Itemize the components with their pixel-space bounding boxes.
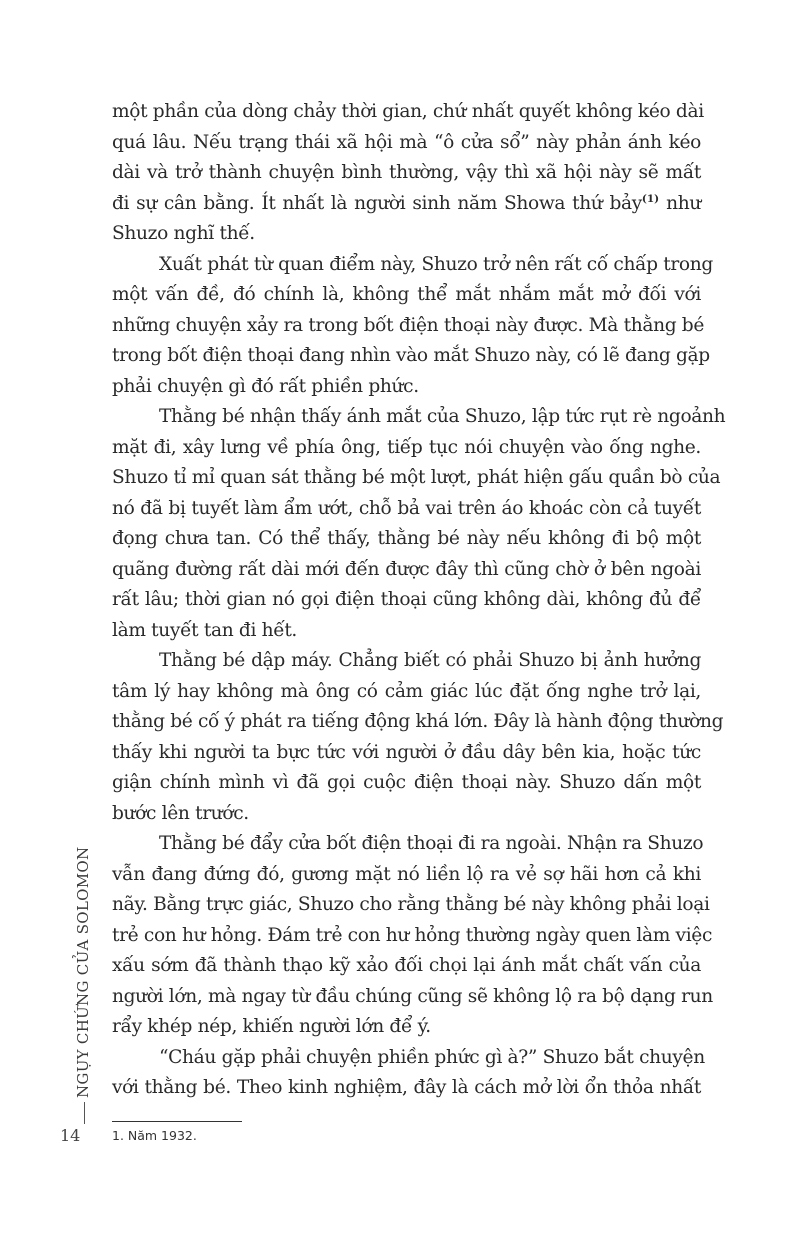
text-line: Thằng bé dập máy. Chẳng biết có phải Shuzo bị ảnh hưởng [159,650,701,671]
page-number: 14 [60,1126,81,1145]
text-line: nãy. Bằng trực giác, Shuzo cho rằng thằng bé này không phải loại [112,894,710,915]
text-line: rẩy khép nép, khiến người lớn để ý. [112,1016,431,1037]
text-line: Xuất phát từ quan điểm này, Shuzo trở nên rất cố chấp trong [159,253,713,275]
paragraph [112,97,704,250]
text-line: Thằng bé đẩy cửa bốt điện thoại đi ra ngoài. Nhận ra Shuzo [159,833,704,854]
text-line: Shuzo nghĩ thế. [112,223,255,244]
text-line: vẫn đang đứng đó, gương mặt nó liền lộ ra vẻ sợ hãi hơn cả khi [112,863,701,885]
paragraph [112,829,713,1043]
text-line: phải chuyện gì đó rất phiền phức. [112,375,419,397]
paragraph [112,250,713,403]
text-line: trẻ con hư hỏng. Đám trẻ con hư hỏng thường ngày quen làm việc [112,924,713,946]
text-line: quãng đường rất dài mới đến được đây thì cũng chờ ở bên ngoài [112,558,701,580]
text-line: thằng bé cố ý phát ra tiếng động khá lớn. Đây là hành động thường [112,711,724,732]
text-line [112,189,701,220]
text-segment: như [659,192,702,214]
footnote: 1. Năm 1932. [112,1128,197,1143]
text-line: mặt đi, xây lưng về phía ông, tiếp tục nói chuyện vào ống nghe. [112,436,701,458]
body-text [112,97,726,1104]
text-line: quá lâu. Nếu trạng thái xã hội mà “ô cửa sổ” này phản ánh kéo [112,131,701,153]
text-line: tâm lý hay không mà ông có cảm giác lúc đặt ống nghe trở lại, [112,680,701,702]
text-line: Shuzo tỉ mỉ quan sát thằng bé một lượt, phát hiện gấu quần bò của [112,467,721,488]
footnote-ref: (1) [641,192,660,205]
paragraph [112,1043,705,1104]
text-line: rất lâu; thời gian nó gọi điện thoại cũng không dài, không đủ để [112,589,701,610]
text-line: làm tuyết tan đi hết. [112,619,297,641]
text-line: đọng chưa tan. Có thể thấy, thằng bé này nếu không đi bộ một [112,528,701,549]
text-line: “Cháu gặp phải chuyện phiền phức gì à?” Shuzo bắt chuyện [159,1046,705,1068]
text-line: một phần của dòng chảy thời gian, chứ nhất quyết không kéo dài [112,101,704,122]
text-line: thấy khi người ta bực tức với người ở đầu dây bên kia, hoặc tức [112,741,701,763]
text-line: với thằng bé. Theo kinh nghiệm, đây là cách mở lời ổn thỏa nhất [112,1077,701,1098]
text-line: xấu sớm đã thành thạo kỹ xảo đối chọi lại ánh mắt chất vấn của [112,955,701,976]
side-rule [84,1102,85,1124]
text-line: những chuyện xảy ra trong bốt điện thoại này được. Mà thằng bé [112,314,705,336]
text-segment: đi sự cân bằng. Ít nhất là người sinh năm Showa thứ bảy [112,192,642,214]
text-line: nó đã bị tuyết làm ẩm ướt, chỗ bả vai trên áo khoác còn cả tuyết [112,497,701,519]
paragraph [112,402,726,646]
text-line: một vấn đề, đó chính là, không thể mắt nhắm mắt mở đối với [112,284,701,305]
text-line: Thằng bé nhận thấy ánh mắt của Shuzo, lập tức rụt rè ngoảnh [159,406,726,427]
text-line: bước lên trước. [112,802,249,824]
text-line: dài và trở thành chuyện bình thường, vậy thì xã hội này sẽ mất [112,162,701,183]
text-line: người lớn, mà ngay từ đầu chúng cũng sẽ không lộ ra bộ dạng run [112,985,713,1007]
paragraph [112,646,724,829]
text-line: trong bốt điện thoại đang nhìn vào mắt Shuzo này, có lẽ đang gặp [112,345,710,366]
footnote-rule [112,1121,242,1122]
running-head: NGỤY CHỨNG CỦA SOLOMON [74,846,92,1098]
text-line: giận chính mình vì đã gọi cuộc điện thoại này. Shuzo dấn một [112,772,701,793]
